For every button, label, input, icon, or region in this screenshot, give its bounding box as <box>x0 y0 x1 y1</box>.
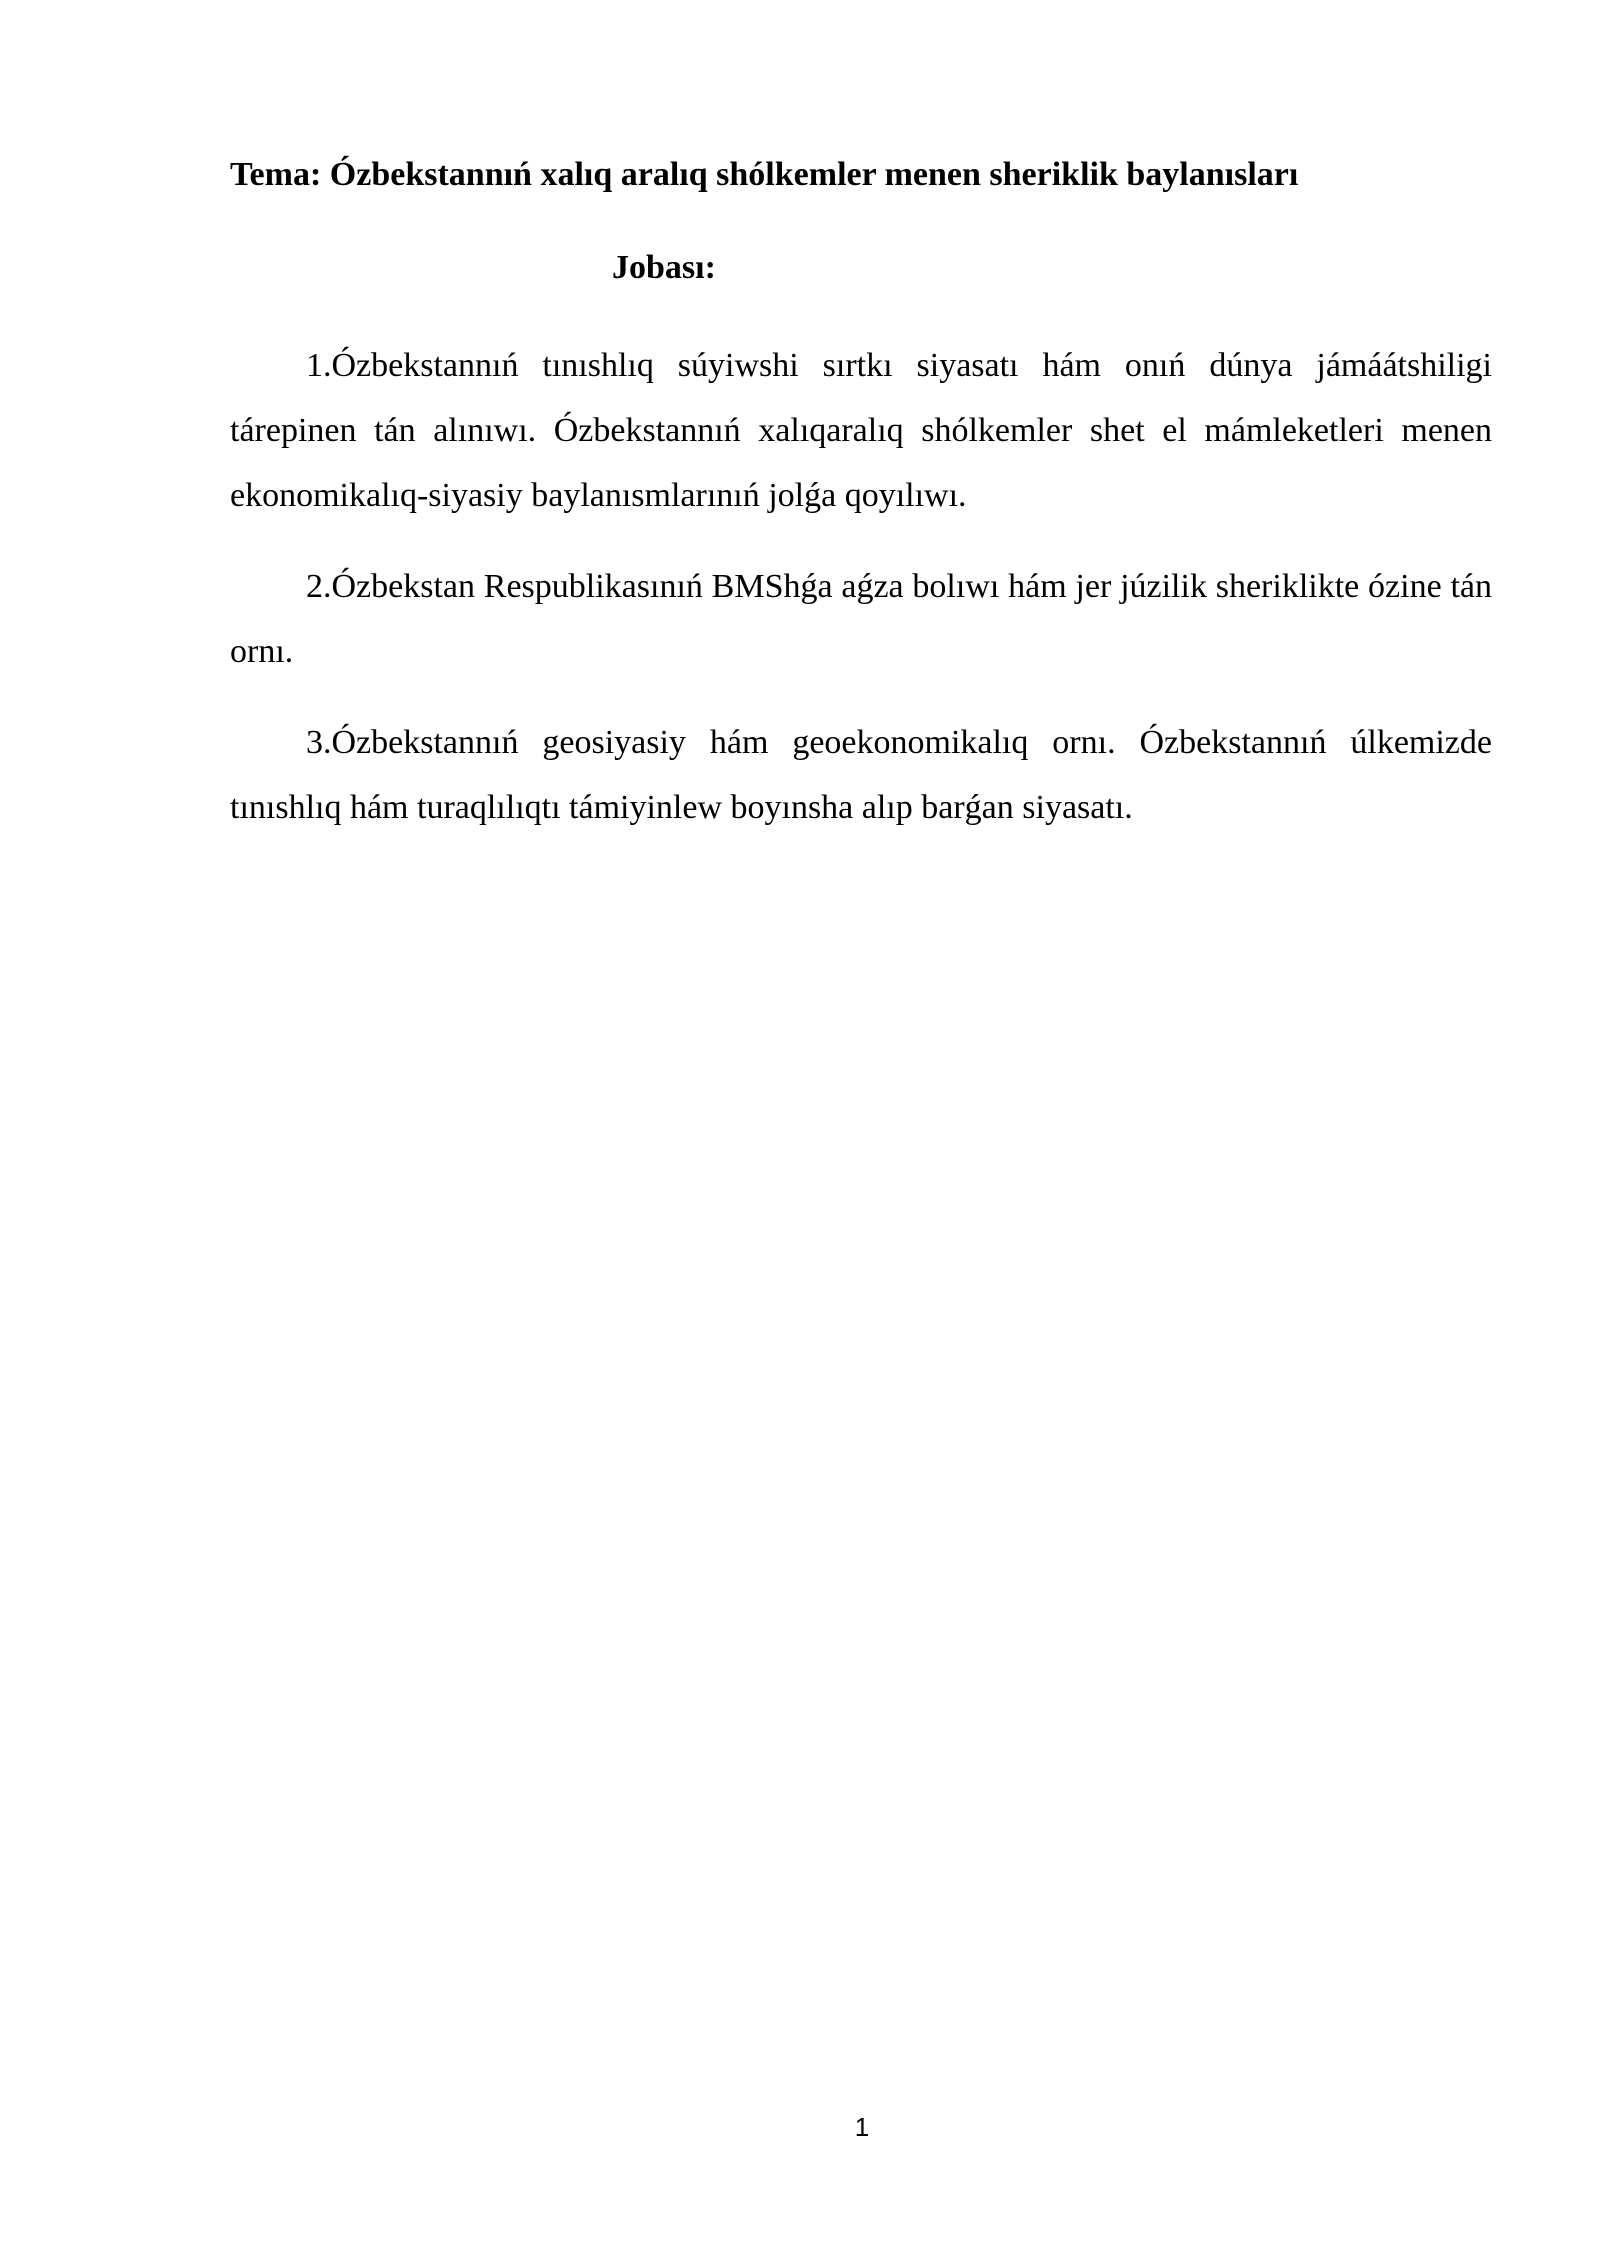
document-title: Tema: Ózbekstannıń xalıq aralıq shólkemler menen sheriklik baylanısları <box>230 156 1299 193</box>
page-number: 1 <box>854 2112 870 2142</box>
plan-heading: Jobası: <box>612 249 716 286</box>
plan-list <box>230 333 1492 866</box>
plan-item-1: 1.Ózbekstannıń tınıshlıq súyiwshi sırtkı siyasatı hám onıń dúnya jámáátshiligi tárepinen tán alınıwı. Ózbekstannıń xalıqaralıq shólkemler shet el mámleketleri menen ekonomikalıq-siyasiy baylanısmlarınıń jolǵa qoyılıwı. <box>230 347 1492 514</box>
plan-item-3: 3.Ózbekstannıń geosiyasiy hám geoekonomikalıq ornı. Ózbekstannıń úlkemizde tınıshlıq hám turaqlılıqtı támiyinlew boyınsha alıp barǵan siyasatı. <box>230 724 1492 826</box>
plan-item-2: 2.Ózbekstan Respublikasınıń BMShǵa aǵza bolıwı hám jer júzilik sheriklikte ózine tán ornı. <box>230 568 1492 670</box>
